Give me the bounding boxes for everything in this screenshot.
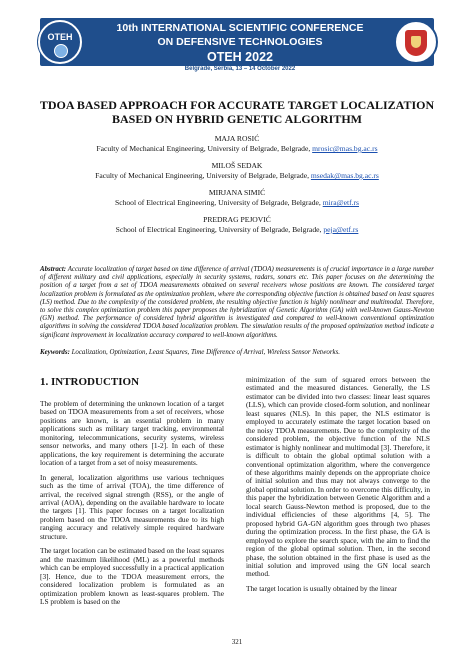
affiliation-text: School of Electrical Engineering, University of Belgrade, Belgrade, <box>114 198 323 207</box>
paragraph: The target location can be estimated based on the least squares and the maximum likelihood (ML) as a powerful methods which can be employed successfully in a practical application [3]. Hence, due to the TDOA measurement errors, the considered localization problem is formulated as an optimization problem known as least-squares problem. The LS problem is based on the <box>40 546 224 606</box>
paragraph: The problem of determining the unknown location of a target based on TDOA measurements from a set of receivers, whose positions are known, is an essential problem in many applications such as military target tracking, environmental monitoring, telecommunications, security systems, wireless sensor networks, and many others [1-2]. In each of these applications, the key requirement is determining the accurate location of a target from a set of noisy measurements. <box>40 399 224 468</box>
author-affiliation <box>30 198 444 208</box>
keywords-label: Keywords: <box>40 349 70 356</box>
keywords <box>40 349 434 357</box>
author-email-link[interactable]: msedak@mas.bg.ac.rs <box>310 171 379 180</box>
author-email-link[interactable]: peja@etf.rs <box>323 225 359 234</box>
author-name: PREDRAG PEJOVIĆ <box>203 215 271 224</box>
oteh-logo-text: OTEH <box>47 32 73 42</box>
paper-title-line2: BASED ON HYBRID GENETIC ALGORITHM <box>111 112 363 126</box>
section-heading: 1. INTRODUCTION <box>40 376 140 388</box>
author-affiliation <box>30 171 444 181</box>
abstract <box>40 266 434 340</box>
coat-of-arms-logo <box>394 20 438 64</box>
author-name: MIRJANA SIMIĆ <box>208 188 266 197</box>
author-email-link[interactable]: mrosic@mas.bg.ac.rs <box>312 144 378 153</box>
conference-title-line3: OTEH 2022 <box>206 50 273 64</box>
keywords-text: Localization, Optimization, Least Squares, Time Difference of Arrival, Wireless Sensor Networks. <box>69 349 340 356</box>
affiliation-text: Faculty of Mechanical Engineering, University of Belgrade, Belgrade, <box>95 171 311 180</box>
left-column <box>40 376 224 612</box>
conference-dates: Belgrade, Serbia, 13 – 14 October 2022 <box>184 66 296 72</box>
conference-title-line2: ON DEFENSIVE TECHNOLOGIES <box>157 36 323 48</box>
paragraph: minimization of the sum of squared errors between the estimated and the measured distances. Generally, the LS estimator can be divided into two classes: linear least squares (LLS), which can provide closed-form solution, and nonlinear least squares (NLS). In this paper, the NLS estimator is employed to accurately estimate the target location based on the noisy TDOA measurements. Due to the complexity of the considered problem, the objective function of the NLS estimator is highly nonlinear and multimodal [3]. Therefore, it is difficult to obtain the global optimal solution with a conventional optimization algorithm, where the convergence of these algorithms mainly depends on the appropriate choice of initial solution and thus may not always converge to the global optimal solution. In order to overcome this difficulty, in this paper the hybridization between Genetic Algorithm and a local search Gauss-Newton method is proposed, due to the individual efficiencies of these algorithms [4, 5]. The proposed hybrid GA-GN algorithm goes through two phases during the optimization process. In the first phase, the GA is employed to explore the search space, with the aim to find the region of the global optimal solution. Then, in the second phase, the solution obtained in the first phase is used as the initial solution and improved using the GN local search method. <box>246 375 430 579</box>
author-affiliation <box>30 225 444 235</box>
affiliation-text: Faculty of Mechanical Engineering, University of Belgrade, Belgrade, <box>96 144 313 153</box>
globe-icon <box>54 44 68 58</box>
author-email-link[interactable]: mira@etf.rs <box>322 198 360 207</box>
paragraph: In general, localization algorithms use various techniques such as the time of arrival (TOA), the time difference of arrival, the received signal strength (RSS), or the angle of arrival (AOA), depending on the available hardware to locate the targets [1]. This paper focuses on a target localization problem based on the TDOA measurements due to its high ranging accuracy and relatively simple required hardware structure. <box>40 472 224 541</box>
oteh-logo <box>38 20 82 64</box>
abstract-text: Accurate localization of target based on time difference of arrival (TDOA) measurements is of crucial importance in a large number of different military and civil applications, especially in security systems, radars, sonars etc. This paper focuses on the determining the position of a target from a set of TDOA measurements obtained on several receivers whose positions are known. The considered target localization problem is formulated as the optimization problem, where the corresponding objective function is obtained based on least squares (LS) method. Due to the complexity of the considered problem, the resulting objective function is highly nonlinear and multimodal. Therefore, to solve this complex optimization problem this paper proposes the hybridization of Genetic Algorithm (GA) with well-known Gauss-Newton (GN) method. The performance of considered hybrid algorithm is investigated and compared to well-known conventional optimization algorithms in solving the considered TDOA based localization problem. The simulation results of the proposed optimization method indicate a significant improvement in localization accuracy compared to well-known algorithms. <box>40 266 434 339</box>
paper-title-line1: TDOA BASED APPROACH FOR ACCURATE TARGET LOCALIZATION <box>39 98 435 112</box>
emblem-inner-icon <box>411 36 421 48</box>
author-name: MILOŠ SEDAK <box>211 161 263 170</box>
author-affiliation <box>30 144 444 154</box>
page-number: 321 <box>231 638 243 646</box>
affiliation-text: School of Electrical Engineering, University of Belgrade, Belgrade, <box>115 225 324 234</box>
abstract-label: Abstract: <box>40 266 67 273</box>
conference-title-line1: 10th INTERNATIONAL SCIENTIFIC CONFERENCE <box>116 22 364 34</box>
right-column <box>246 376 430 599</box>
paragraph: The target location is usually obtained by the linear <box>246 583 397 593</box>
author-name: MAJA ROSIĆ <box>214 134 260 143</box>
